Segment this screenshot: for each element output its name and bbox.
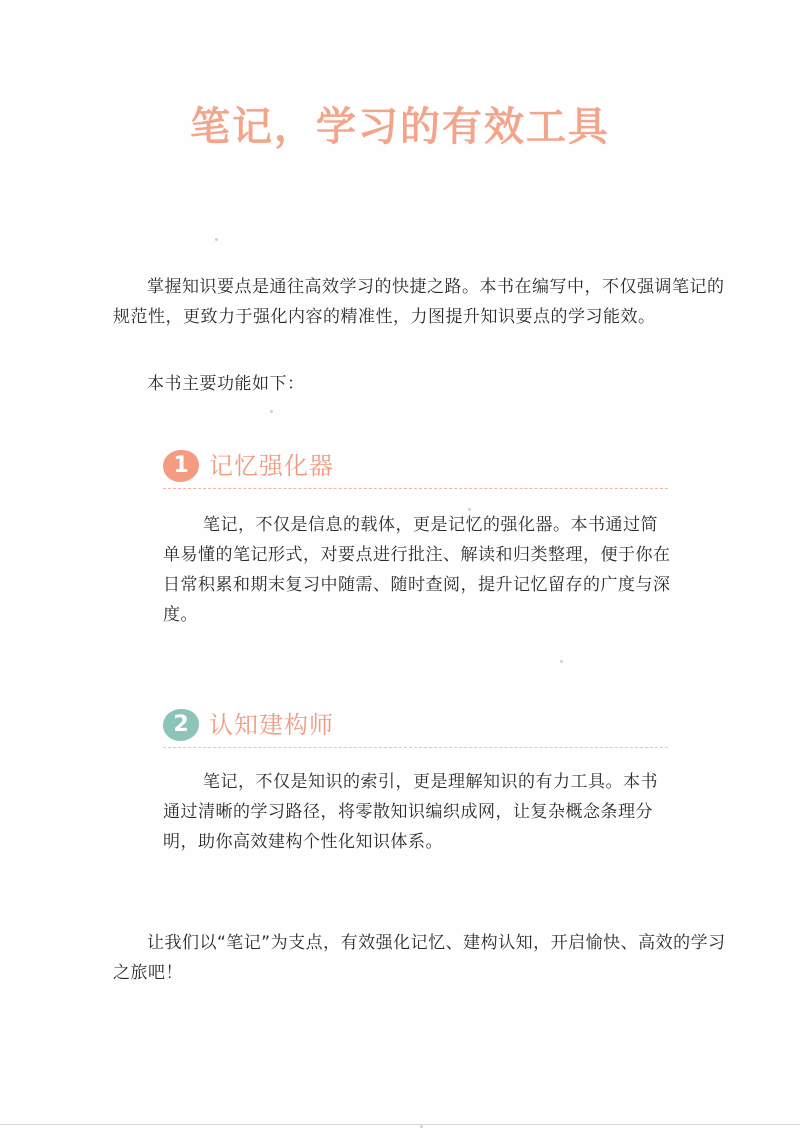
scan-speck [468, 508, 471, 511]
scan-speck [560, 660, 563, 663]
section-2-header [163, 707, 668, 748]
page-bottom-edge [0, 1124, 800, 1125]
section-2-title: 认知建构师 [209, 711, 334, 739]
number-badge-1: 1 [163, 450, 199, 482]
number-badge-2: 2 [163, 709, 199, 741]
scan-speck [420, 1125, 423, 1128]
features-intro: 本书主要功能如下： [147, 374, 305, 394]
section-1-header [163, 448, 668, 489]
closing-paragraph: 让我们以“笔记”为支点，有效强化记忆、建构认知，开启愉快、高效的学习之旅吧！ [113, 933, 726, 983]
section-1-body: 笔记，不仅是信息的载体，更是记忆的强化器。本书通过简单易懂的笔记形式，对要点进行批注、解读和归类整理，便于你在日常积累和期末复习中随需、随时查阅，提升记忆留存的广度与深度。 [163, 515, 671, 625]
page-title: 笔记，学习的有效工具 [190, 104, 610, 150]
scan-speck [215, 238, 218, 241]
section-1-title: 记忆强化器 [209, 452, 334, 480]
scan-speck [270, 410, 273, 413]
intro-paragraph: 掌握知识要点是通往高效学习的快捷之路。本书在编写中，不仅强调笔记的规范性，更致力于强化内容的精准性，力图提升知识要点的学习能效。 [113, 277, 725, 327]
section-2-body: 笔记，不仅是知识的索引，更是理解知识的有力工具。本书通过清晰的学习路径，将零散知识编织成网，让复杂概念条理分明，助你高效建构个性化知识体系。 [163, 772, 658, 852]
